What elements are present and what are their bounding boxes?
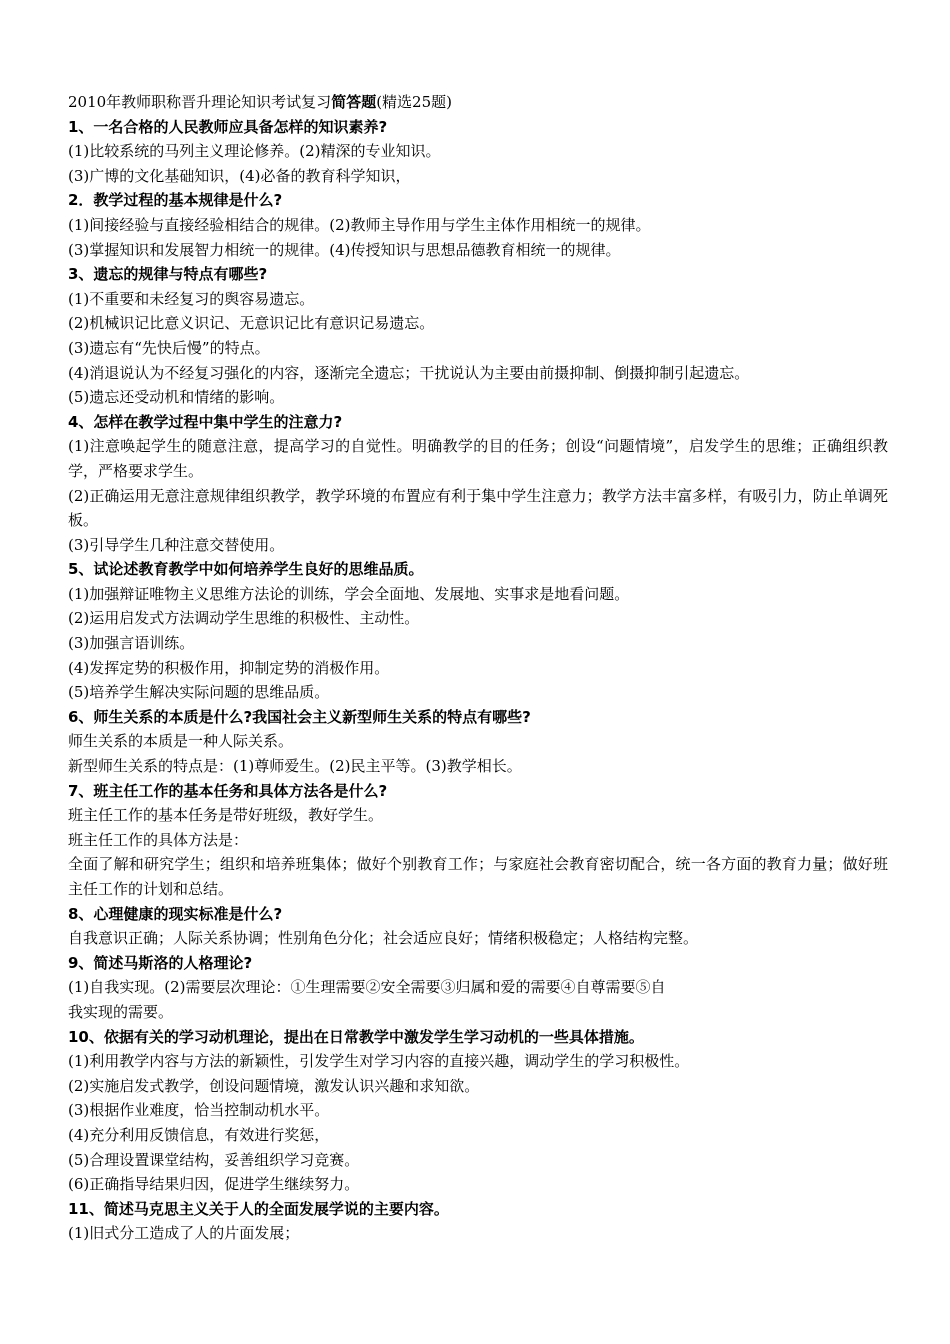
- answer-line: (1)旧式分工造成了人的片面发展；: [68, 1224, 300, 1243]
- title-bold: 简答题: [331, 93, 377, 111]
- answer-line: 自我意识正确；人际关系协调；性别角色分化；社会适应良好；情绪积极稳定；人格结构完整。: [68, 929, 699, 948]
- question-2: 2．教学过程的基本规律是什么?: [68, 191, 283, 210]
- document-page: [68, 90, 888, 1246]
- answer-line: (3)根据作业难度，恰当控制动机水平。: [68, 1101, 330, 1120]
- answer-line: (4)消退说认为不经复习强化的内容，逐渐完全遗忘；干扰说认为主要由前摄抑制、倒摄抑制引起遗忘。: [68, 363, 750, 382]
- question-3: 3、遗忘的规律与特点有哪些?: [68, 265, 268, 284]
- answer-line: (3)加强言语训练。: [68, 634, 195, 653]
- question-4: 4、怎样在教学过程中集中学生的注意力?: [68, 412, 343, 431]
- question-8: 8、心理健康的现实标准是什么?: [68, 904, 283, 923]
- question-1: 1、一名合格的人民教师应具备怎样的知识素养?: [68, 117, 388, 136]
- answer-line: (5)遗忘还受动机和情绪的影响。: [68, 388, 285, 407]
- answer-line: (2)运用启发式方法调动学生思维的积极性、主动性。: [68, 609, 420, 628]
- question-5: 5、试论述教育教学中如何培养学生良好的思维品质。: [68, 560, 424, 579]
- answer-line: 我实现的需要。: [68, 1002, 174, 1021]
- question-9: 9、简述马斯洛的人格理论?: [68, 953, 253, 972]
- answer-line: 班主任工作的具体方法是：: [68, 830, 249, 849]
- title-suffix: (精选25题): [376, 93, 452, 111]
- answer-line: (5)培养学生解决实际问题的思维品质。: [68, 683, 330, 702]
- answer-line: (6)正确指导结果归因，促进学生继续努力。: [68, 1175, 360, 1194]
- answer-line: (4)充分利用反馈信息，有效进行奖惩，: [68, 1125, 330, 1144]
- answer-line: (1)自我实现。(2)需要层次理论：①生理需要②安全需要③归属和爱的需要④自尊需要⑤自: [68, 978, 666, 997]
- answer-line: (2)机械识记比意义识记、无意识记比有意识记易遗忘。: [68, 314, 435, 333]
- answer-line: (3)遗忘有“先快后慢”的特点。: [68, 338, 270, 357]
- answer-line: 师生关系的本质是一种人际关系。: [68, 732, 294, 751]
- answer-line: (3)广博的文化基础知识，(4)必备的教育科学知识，: [68, 166, 411, 185]
- answer-line: (1)不重要和未经复习的舆容易遗忘。: [68, 289, 315, 308]
- answer-line: (1)利用教学内容与方法的新颖性，引发学生对学习内容的直接兴趣，调动学生的学习积极性。: [68, 1052, 690, 1071]
- answer-line: (3)掌握知识和发展智力相统一的规律。(4)传授知识与思想品德教育相统一的规律。: [68, 240, 621, 259]
- question-7: 7、班主任工作的基本任务和具体方法各是什么?: [68, 781, 388, 800]
- answer-paragraph: (2)正确运用无意注意规律组织教学，教学环境的布置应有利于集中学生注意力；教学方法丰富多样，有吸引力，防止单调死板。: [68, 486, 888, 530]
- answer-line: (1)间接经验与直接经验相结合的规律。(2)教师主导作用与学生主体作用相统一的规律。: [68, 215, 651, 234]
- document-title: [68, 90, 888, 115]
- answer-line: (5)合理设置课堂结构，妥善组织学习竞赛。: [68, 1150, 360, 1169]
- question-11: 11、简述马克思主义关于人的全面发展学说的主要内容。: [68, 1199, 449, 1218]
- title-prefix: 2010年教师职称晋升理论知识考试复习: [68, 93, 332, 111]
- answer-line: (1)比较系统的马列主义理论修养。(2)精深的专业知识。: [68, 142, 441, 161]
- answer-line: (2)实施启发式教学，创设问题情境，激发认识兴趣和求知欲。: [68, 1076, 480, 1095]
- question-10: 10、依据有关的学习动机理论，提出在日常教学中激发学生学习动机的一些具体措施。: [68, 1027, 644, 1046]
- answer-line: 班主任工作的基本任务是带好班级，教好学生。: [68, 806, 384, 825]
- answer-line: (4)发挥定势的积极作用，抑制定势的消极作用。: [68, 658, 390, 677]
- answer-line: (3)引导学生几种注意交替使用。: [68, 535, 285, 554]
- answer-line: 新型师生关系的特点是：(1)尊师爱生。(2)民主平等。(3)教学相长。: [68, 757, 522, 776]
- question-6: 6、师生关系的本质是什么?我国社会主义新型师生关系的特点有哪些?: [68, 707, 531, 726]
- answer-paragraph: 全面了解和研究学生；组织和培养班集体；做好个别教育工作；与家庭社会教育密切配合，统一各方面的教育力量；做好班主任工作的计划和总结。: [68, 855, 888, 898]
- answer-paragraph: (1)注意唤起学生的随意注意，提高学习的自觉性。明确教学的目的任务；创设“问题情境”，启发学生的思维；正确组织教学，严格要求学生。: [68, 437, 888, 480]
- answer-line: (1)加强辩证唯物主义思维方法论的训练，学会全面地、发展地、实事求是地看问题。: [68, 584, 630, 603]
